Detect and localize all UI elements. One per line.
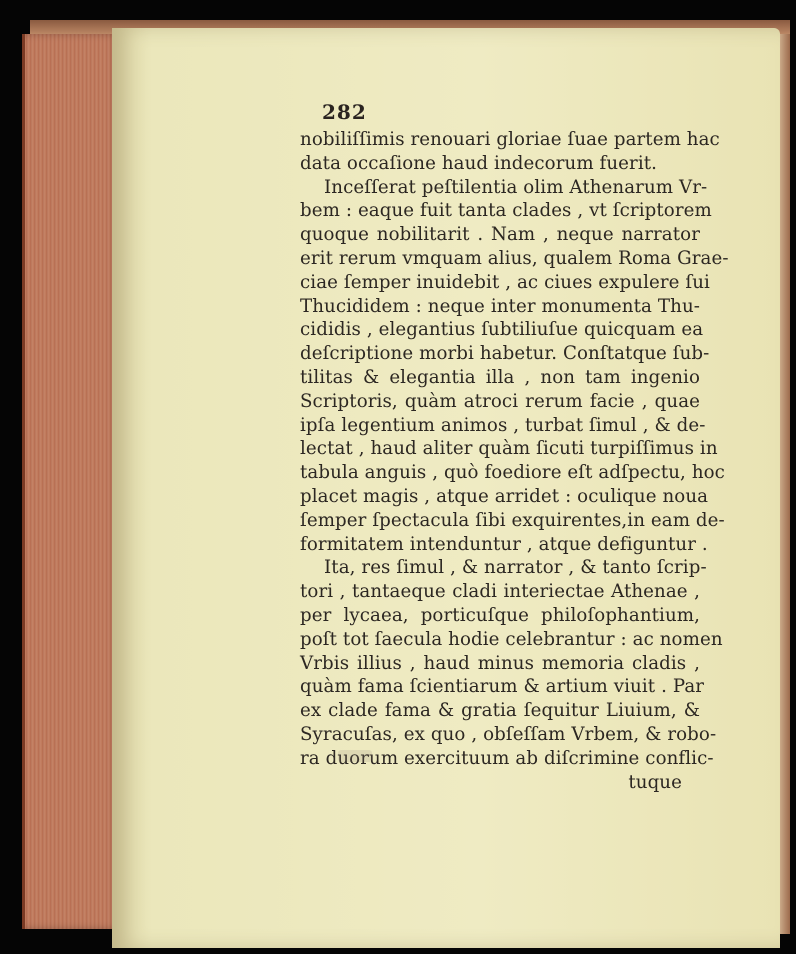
text-line: ſemper ſpectacula ſibi exquirentes,in eam de- xyxy=(300,509,725,531)
text-line: formitatem intenduntur , atque defiguntur . xyxy=(300,533,708,555)
text-line: quoque nobilitarit . Nam , neque narrator xyxy=(300,224,700,246)
text-line: ex clade fama & gratia ſequitur Liuium, & xyxy=(300,700,700,722)
text-line: bem : eaque fuit tanta clades , vt ſcriptorem xyxy=(300,200,712,222)
facing-page-edge xyxy=(780,34,790,934)
catchword: tuque xyxy=(628,771,682,793)
text-line: tabula anguis , quò foediore eſt adſpectu, hoc xyxy=(300,462,725,484)
text-line: Syracuſas, ex quo , obſeſſam Vrbem, & robo- xyxy=(300,723,717,745)
text-line: data occaſione haud indecorum fuerit. xyxy=(300,152,658,174)
text-line: per lycaea, porticuſque philoſophantium, xyxy=(300,604,700,626)
text-line: ciae ſemper inuidebit , ac ciues expulere ſui xyxy=(300,271,710,293)
text-line: poſt tot ſaecula hodie celebrantur : ac nomen xyxy=(300,628,723,650)
text-line: tilitas & elegantia illa , non tam ingenio xyxy=(300,366,700,388)
text-line: deſcriptione morbi habetur. Conſtatque ſub- xyxy=(300,343,710,365)
body-text xyxy=(300,128,729,794)
text-line: ra duorum exercituum ab diſcrimine conflic- xyxy=(300,747,714,769)
text-line: tori , tantaeque cladi interiectae Athenae , xyxy=(300,581,700,603)
text-line: cididis , elegantius ſubtiliuſue quicquam ea xyxy=(300,319,704,341)
text-line: erit rerum vmquam alius, qualem Roma Grae- xyxy=(300,247,729,269)
text-line: Ita, res ſimul , & narrator , & tanto ſcrip- xyxy=(324,557,707,579)
ink-smudge xyxy=(338,750,372,762)
text-line: Scriptoris, quàm atroci rerum facie , quae xyxy=(300,390,700,412)
text-line: lectat , haud aliter quàm ſicuti turpiſſimus in xyxy=(300,438,718,460)
text-line: quàm fama ſcientiarum & artium viuit . Par xyxy=(300,676,705,698)
text-line: nobiliſſimis renouari gloriae ſuae partem hac xyxy=(300,129,720,150)
text-line: ipſa legentium animos , turbat ſimul , & de- xyxy=(300,414,706,436)
text-line: placet magis , atque arridet : oculique noua xyxy=(300,485,709,507)
text-line: Thucididem : neque inter monumenta Thu- xyxy=(300,295,700,317)
text-line: Inceſſerat peſtilentia olim Athenarum Vr- xyxy=(324,176,708,198)
page-fore-edge xyxy=(22,34,121,929)
text-line: Vrbis illius , haud minus memoria cladis , xyxy=(300,652,700,674)
page-number: 282 xyxy=(322,100,367,124)
